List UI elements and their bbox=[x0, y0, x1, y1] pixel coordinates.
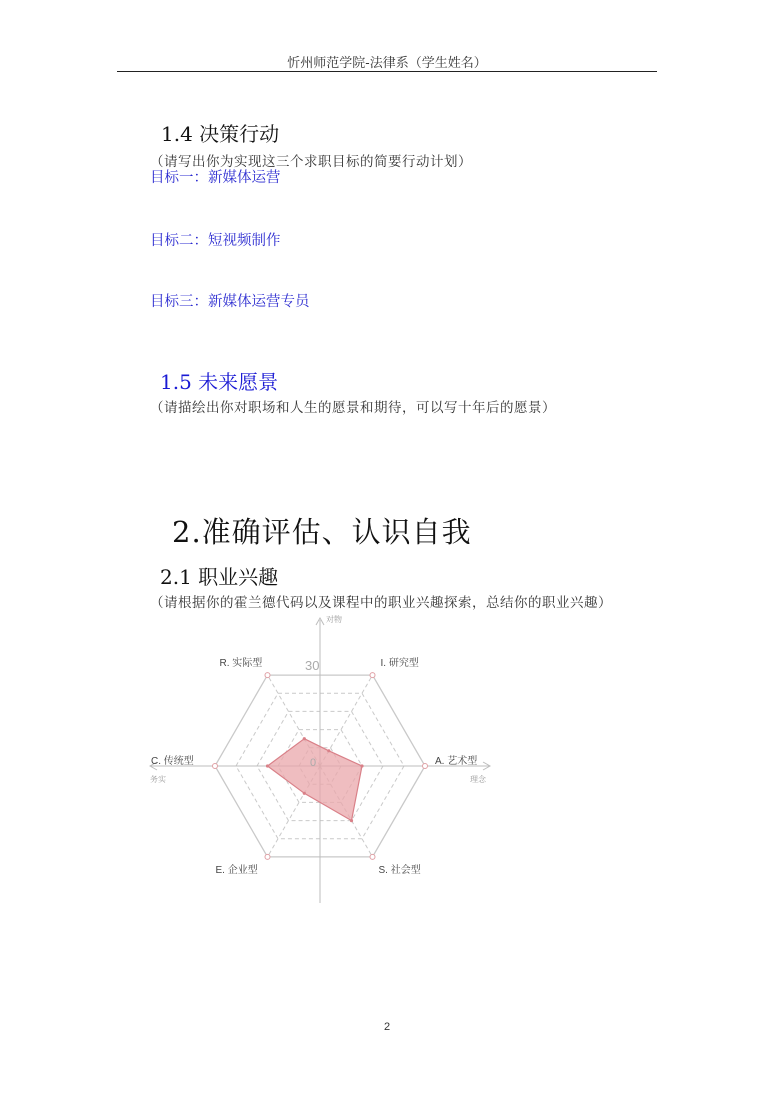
axis-vertex-1 bbox=[370, 673, 375, 678]
heading-1-4: 1.4 决策行动 bbox=[161, 122, 280, 146]
axis-label-top: 对物 bbox=[326, 615, 342, 624]
goal-2: 目标二：短视频制作 bbox=[150, 233, 281, 249]
tick-label-max: 30 bbox=[305, 658, 320, 673]
axis-vertex-4 bbox=[265, 854, 270, 859]
goal-1: 目标一：新媒体运营 bbox=[150, 170, 281, 186]
axis-vertex-0 bbox=[265, 673, 270, 678]
tick-label-min: 0 bbox=[310, 757, 317, 769]
data-point-3 bbox=[350, 819, 353, 822]
data-point-4 bbox=[303, 792, 306, 795]
data-point-0 bbox=[303, 737, 306, 740]
note-1-4: （请写出你为实现这三个求职目标的简要行动计划） bbox=[150, 154, 472, 170]
heading-1-5: 1.5 未来愿景 bbox=[160, 370, 279, 394]
goal-3: 目标三：新媒体运营专员 bbox=[150, 294, 310, 310]
holland-radar-chart bbox=[140, 608, 500, 908]
axis-label-4: E. 企业型 bbox=[215, 864, 258, 876]
axis-label-3: S. 社会型 bbox=[378, 864, 421, 876]
axis-label-2: A. 艺术型 bbox=[435, 756, 478, 767]
page-number: 2 bbox=[383, 1021, 391, 1033]
axis-vertex-2 bbox=[423, 764, 428, 769]
axis-label-1: I. 研究型 bbox=[380, 658, 419, 670]
data-point-2 bbox=[360, 764, 363, 767]
data-point-5 bbox=[266, 764, 269, 767]
axis-label-5: C. 传统型 bbox=[151, 756, 194, 767]
heading-2: 2.准确评估、认识自我 bbox=[172, 515, 472, 549]
axis-vertex-3 bbox=[370, 854, 375, 859]
note-1-5: （请描绘出你对职场和人生的愿景和期待，可以写十年后的愿景） bbox=[150, 400, 556, 416]
axis-label-right: 理念 bbox=[470, 775, 486, 784]
axis-label-0: R. 实际型 bbox=[219, 658, 263, 670]
axis-label-left: 务实 bbox=[150, 775, 166, 784]
note-2-1: （请根据你的霍兰德代码以及课程中的职业兴趣探索，总结你的职业兴趣） bbox=[150, 595, 612, 611]
axis-vertex-5 bbox=[213, 764, 218, 769]
page-header: 忻州师范学院-法律系（学生姓名） bbox=[287, 56, 487, 71]
header-rule bbox=[117, 71, 657, 72]
data-point-1 bbox=[327, 749, 330, 752]
heading-2-1: 2.1 职业兴趣 bbox=[160, 565, 279, 589]
